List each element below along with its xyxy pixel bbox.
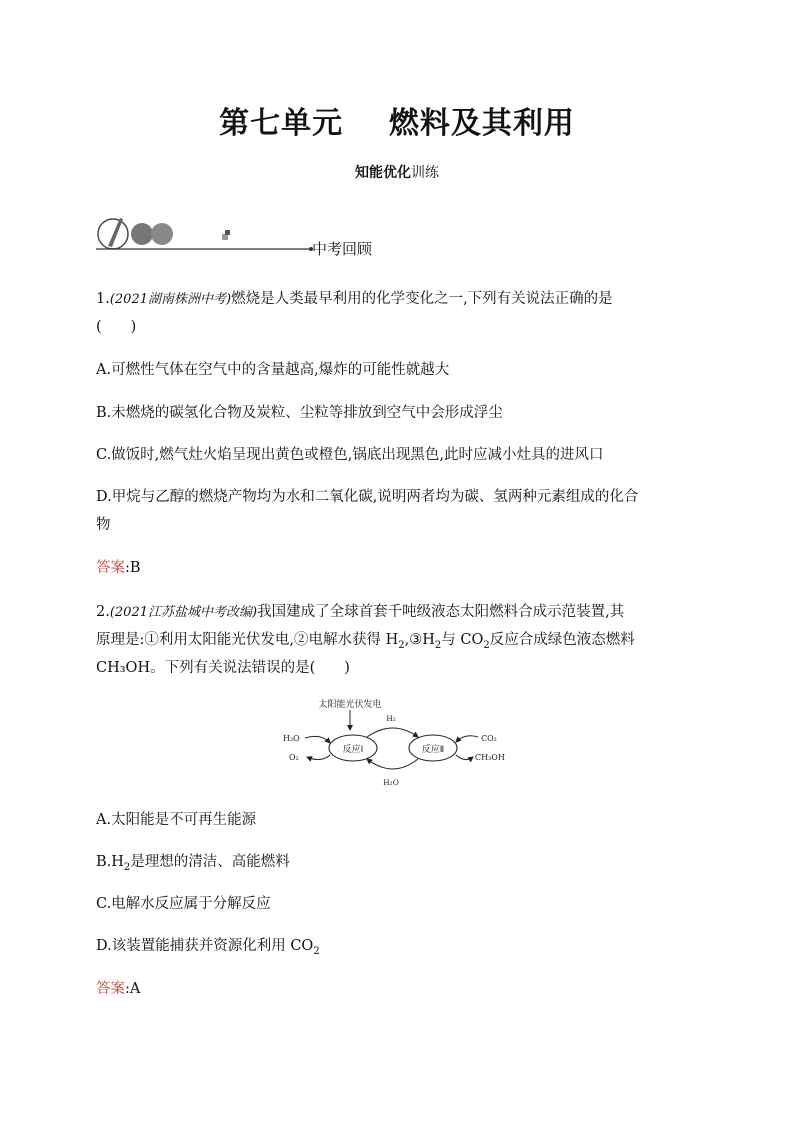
q2-option-b: $B.H_2$是理想的清洁、高能燃料 — [96, 854, 290, 873]
q1-option-a: A.可燃性气体在空气中的含量越高,爆炸的可能性就越大 — [96, 362, 450, 378]
section-label: 中考回顾 — [312, 240, 373, 258]
arrow-top-label: H₂ — [386, 714, 396, 723]
section-banner-icon — [96, 212, 326, 262]
left-out-label: O₂ — [289, 753, 299, 762]
q1-option-c: C.做饭时,燃气灶火焰呈现出黄色或橙色,锅底出现黑色,此时应减小灶具的进风口 — [96, 447, 604, 463]
page-subtitle: 知能优化训练 — [355, 165, 439, 181]
question-1-paren: ( ) — [96, 319, 137, 335]
reaction-1-label: 反应Ⅰ — [342, 745, 364, 755]
right-in-label: CO₂ — [481, 734, 497, 743]
question-1: 1.(2021湖南株洲中考)燃烧是人类最早利用的化学变化之一,下列有关说法正确的是 — [96, 291, 613, 307]
q2-option-c: C.电解水反应属于分解反应 — [96, 896, 271, 912]
question-2-line2: 原理是:①利用太阳能光伏发电,②电解水获得 $H_2,③H_2$与 $CO_2$反应合成绿色液态燃料 — [96, 632, 635, 651]
circle-icon — [131, 223, 153, 245]
left-in-label: H₂O — [283, 734, 300, 743]
arrow-bottom-label: H₂O — [383, 778, 399, 787]
q1-option-d: D.甲烷与乙醇的燃烧产物均为水和二氧化碳,说明两者均为碳、氢两种元素组成的化合 — [96, 489, 639, 505]
question-2-line3: CH₃OH。下列有关说法错误的是( ) — [96, 660, 350, 676]
reaction-diagram — [275, 697, 525, 792]
q1-answer: 答案:B — [96, 560, 141, 576]
q1-option-d-cont: 物 — [96, 517, 111, 533]
page-title: 第七单元 燃料及其利用 — [219, 106, 575, 141]
question-2: 2.(2021江苏盐城中考改编)我国建成了全球首套千吨级液态太阳燃料合成示范装置,其 — [96, 604, 625, 620]
q2-option-a: A.太阳能是不可再生能源 — [96, 812, 257, 828]
reaction-2-label: 反应Ⅱ — [421, 745, 445, 755]
q1-option-b: B.未燃烧的碳氢化合物及炭粒、尘粒等排放到空气中会形成浮尘 — [96, 405, 503, 421]
diagram-top-label: 太阳能光伏发电 — [318, 700, 382, 710]
right-out-label: CH₃OH — [475, 753, 505, 762]
section-header — [96, 212, 396, 262]
q2-answer: 答案:A — [96, 981, 141, 997]
q2-option-d: D.该装置能捕获并资源化利用 $CO_2$ — [96, 938, 320, 957]
